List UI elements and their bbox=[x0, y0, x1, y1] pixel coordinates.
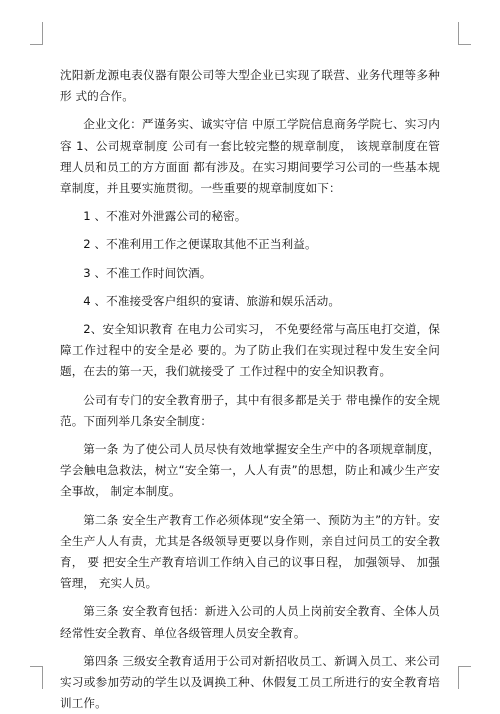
crop-mark-top-left bbox=[30, 22, 43, 45]
article-1: 第一条 为了使公司人员尽快有效地掌握安全生产中的各项规章制度，学会触电急救法，树立“安全第一，人人有责”的思想，防止和减少生产安全事故， 制定本制度。 bbox=[60, 442, 440, 499]
article-3: 第三条 安全教育包括：新进入公司的人员上岗前安全教育、全体人员经常性安全教育、单位各级管理人员安全教育。 bbox=[60, 604, 440, 640]
crop-mark-bottom-left bbox=[30, 666, 43, 689]
crop-mark-top-right bbox=[458, 22, 471, 45]
paragraph-partnership: 沈阳新龙源电表仪器有限公司等大型企业已实现了联营、业务代理等多种形 式的合作。 bbox=[60, 68, 440, 104]
rule-item-1: 1 、不准对外泄露公司的秘密。 bbox=[83, 209, 247, 224]
paragraph-culture-and-rules: 企业文化：严谨务实、诚实守信 中原工学院信息商务学院七、实习内容 1、公司规章制度 公司有一套比较完整的规章制度， 该规章制度在管理人员和员工的方方面面 都有涉及。在实习期间要学习公司的一些基本规章制度，并且要实施贯彻。一些重要的规章制度如下： bbox=[60, 117, 440, 196]
rule-item-3: 3 、不准工作时间饮酒。 bbox=[83, 265, 212, 280]
rule-item-2: 2 、不准利用工作之便谋取其他不正当利益。 bbox=[83, 237, 317, 252]
rule-item-4: 4 、不准接受客户组织的宴请、旅游和娱乐活动。 bbox=[83, 293, 341, 308]
crop-mark-bottom-right bbox=[458, 666, 471, 689]
article-2: 第二条 安全生产教育工作必须体现“安全第一、预防为主”的方针。安全生产人人有责，尤其是各级领导更要以身作则，亲自过问员工的安全教育， 要 把安全生产教育培训工作纳入自己的议事日程， 加强领导、 加强管理， 充实人员。 bbox=[60, 512, 440, 591]
article-4: 第四条 三级安全教育适用于公司对新招收员工、新调入员工、来公司实习或参加劳动的学生以及调换工种、休假复工员工所进行的安全教育培训工作。 bbox=[60, 653, 440, 711]
paragraph-safety-education: 2、安全知识教育 在电力公司实习， 不免要经常与高压电打交道，保障工作过程中的安全是必 要的。为了防止我们在实现过程中发生安全问题，在去的第一天，我们就接受了 工作过程中的安全知识教育。 bbox=[60, 322, 440, 379]
document-body bbox=[60, 65, 440, 714]
paragraph-safety-manual: 公司有专门的安全教育册子，其中有很多都是关于 带电操作的安全规范。下面列举几条安全制度： bbox=[60, 392, 440, 428]
